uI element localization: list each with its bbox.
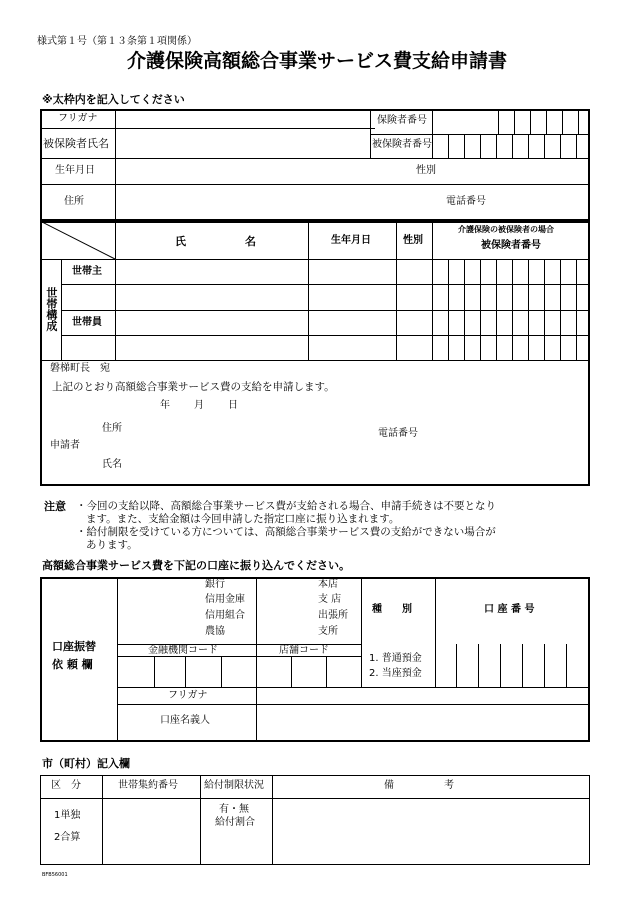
household-application-box — [40, 221, 590, 486]
bank-side-label-1: 口座振替 — [52, 640, 96, 653]
account-holder-label: 口座名義人 — [160, 715, 210, 726]
kubun-single: 1単独 — [54, 810, 81, 821]
sex-label: 性別 — [416, 165, 436, 176]
branch-type-branch: 支 店 — [318, 594, 342, 605]
applicant-name-label: 氏名 — [102, 459, 122, 470]
notes-line-3: ・給付制限を受けている方については、高額総合事業サービス費の支給ができない場合が — [76, 526, 496, 538]
branch-type-office: 出張所 — [318, 610, 348, 621]
inst-type-nokyo: 農協 — [205, 626, 225, 637]
branch-type-sub: 支所 — [318, 626, 338, 637]
applicant-label: 申請者 — [50, 440, 80, 451]
birthdate-label: 生年月日 — [55, 165, 95, 176]
branch-type-main: 本店 — [318, 579, 338, 590]
city-col-household: 世帯集約番号 — [118, 780, 178, 791]
col-birthdate: 生年月日 — [331, 235, 371, 246]
head-of-household-label: 世帯主 — [72, 266, 102, 277]
col-name-1: 氏 — [175, 235, 186, 248]
notes-label: 注意 — [44, 500, 66, 513]
account-kind-label: 種 別 — [372, 604, 412, 615]
inst-type-shinkin: 信用金庫 — [205, 594, 245, 605]
account-number-label: 口 座 番 号 — [484, 604, 535, 615]
applicant-address-label: 住所 — [102, 423, 122, 434]
inst-type-bank: 銀行 — [205, 579, 225, 590]
inst-code-label: 金融機関コード — [148, 645, 218, 656]
address-label: 住所 — [64, 196, 84, 207]
furigana-label: フリガナ — [58, 113, 98, 124]
inst-type-kumiai: 信用組合 — [205, 610, 245, 621]
household-composition-label: 世帯構成 — [44, 287, 58, 331]
insured-info-table — [40, 109, 590, 221]
col-name-2: 名 — [245, 235, 256, 248]
insurer-number-label: 保険者番号 — [377, 115, 427, 126]
city-col-remarks: 備 考 — [384, 780, 454, 791]
city-col-restriction: 給付制限状況 — [204, 780, 264, 791]
col-ltc-title: 介護保険の被保険者の場合 — [458, 225, 554, 234]
insured-name-label: 被保険者氏名 — [43, 137, 109, 150]
notes-line-2: ます。また、支給金額は今回申請した指定口座に振り込まれます。 — [86, 513, 400, 525]
instruction-text: ※太枠内を記入してください — [42, 93, 185, 106]
date-year: 年 — [160, 400, 170, 411]
applicant-phone-label: 電話番号 — [378, 428, 418, 439]
bank-transfer-table — [40, 577, 590, 742]
household-member-label: 世帯員 — [72, 317, 102, 328]
date-month: 月 — [194, 400, 204, 411]
city-col-kubun: 区 分 — [51, 780, 81, 791]
account-type-current: 2. 当座預金 — [369, 668, 422, 679]
bank-side-label-2: 依 頼 欄 — [52, 658, 93, 671]
diagonal-header-line — [40, 221, 116, 260]
application-statement: 上記のとおり高額総合事業サービス費の支給を申請します。 — [52, 381, 335, 393]
restriction-ratio: 給付割合 — [215, 817, 255, 828]
branch-code-label: 店舗コード — [279, 645, 329, 656]
notes-line-1: ・今回の支給以降、高額総合事業サービス費が支給される場合、申請手続きは不要となり — [76, 500, 496, 512]
col-sex: 性別 — [403, 235, 423, 246]
form-number: 様式第１号（第１３条第１項関係） — [37, 36, 197, 47]
bank-heading: 高額総合事業サービス費を下記の口座に振り込んでください。 — [42, 559, 350, 572]
page-title: 介護保険高額総合事業サービス費支給申請書 — [127, 50, 508, 72]
form-code: BFB56001 — [42, 872, 68, 878]
notes-line-4: あります。 — [86, 539, 138, 551]
date-day: 日 — [228, 400, 238, 411]
col-ltc-number: 被保険者番号 — [481, 240, 541, 251]
phone-label: 電話番号 — [446, 196, 486, 207]
account-type-ordinary: 1. 普通預金 — [369, 653, 422, 664]
insured-number-label: 被保険者番号 — [372, 139, 432, 150]
addressee: 磐梯町長 宛 — [50, 363, 110, 374]
restriction-yes-no: 有・無 — [219, 804, 249, 815]
holder-furigana-label: フリガナ — [168, 690, 208, 701]
kubun-combined: 2合算 — [54, 832, 81, 843]
city-heading: 市（町村）記入欄 — [42, 757, 130, 770]
